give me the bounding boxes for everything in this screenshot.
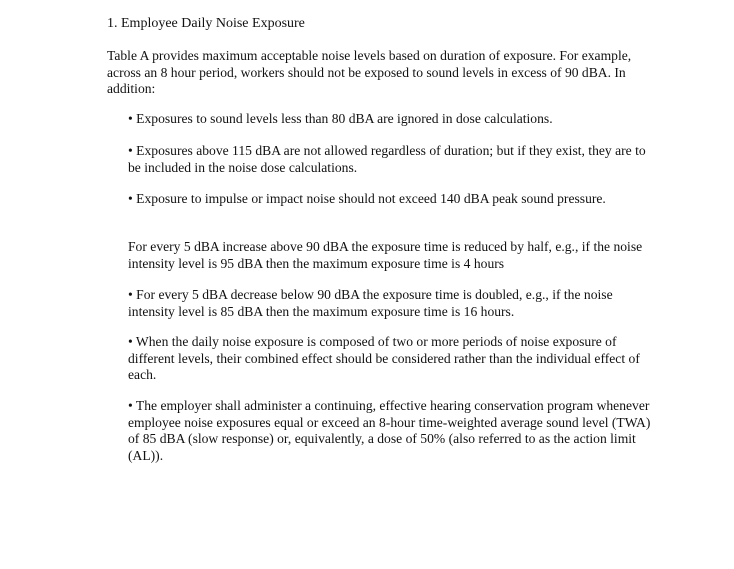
bullet-marker: • (128, 398, 133, 413)
bullet-item-combined (128, 334, 653, 384)
bullet-item-impulse (128, 191, 653, 208)
bullet-text: Exposure to impulse or impact noise should not exceed 140 dBA peak sound pressure. (136, 191, 606, 206)
bullet-item-80dba (128, 111, 653, 128)
intro-paragraph: Table A provides maximum acceptable noise levels based on duration of exposure. For example, across an 8 hour period, workers should not be exposed to sound levels in excess of 90 dBA. In addition: (107, 48, 632, 96)
bullet-marker: • (128, 334, 133, 349)
bullet-item-conservation-program (128, 398, 653, 464)
bullet-text: When the daily noise exposure is composed of two or more periods of noise exposure of different levels, their combined effect should be considered rather than the individual effect of each. (128, 334, 640, 382)
bullet-marker: • (128, 111, 133, 126)
bullet-text: The employer shall administer a continuing, effective hearing conservation program whenever employee noise exposures equal or exceed an 8-hour time-weighted average sound level (TWA) of 85 dBA (slow response) or, equivalently, a dose of 50% (also referred to as the action limit (AL)). (128, 398, 651, 463)
rule-paragraph: For every 5 dBA increase above 90 dBA the exposure time is reduced by half, e.g., if the noise intensity level is 95 dBA then the maximum exposure time is 4 hours (128, 239, 643, 271)
bullet-text: Exposures above 115 dBA are not allowed regardless of duration; but if they exist, they are to be included in the noise dose calculations. (128, 143, 646, 175)
bullet-item-115dba (128, 143, 653, 176)
bullet-marker: • (128, 287, 133, 302)
bullet-text: Exposures to sound levels less than 80 dBA are ignored in dose calculations. (136, 111, 553, 126)
section-number: 1. (107, 16, 118, 31)
bullet-marker: • (128, 143, 133, 158)
bullet-marker: • (128, 191, 133, 206)
bullet-text: For every 5 dBA decrease below 90 dBA the exposure time is doubled, e.g., if the noise intensity level is 85 dBA then the maximum exposure time is 16 hours. (128, 287, 613, 319)
section-heading (107, 15, 305, 33)
section-title: Employee Daily Noise Exposure (121, 16, 305, 31)
bullet-item-decrease (128, 287, 653, 320)
